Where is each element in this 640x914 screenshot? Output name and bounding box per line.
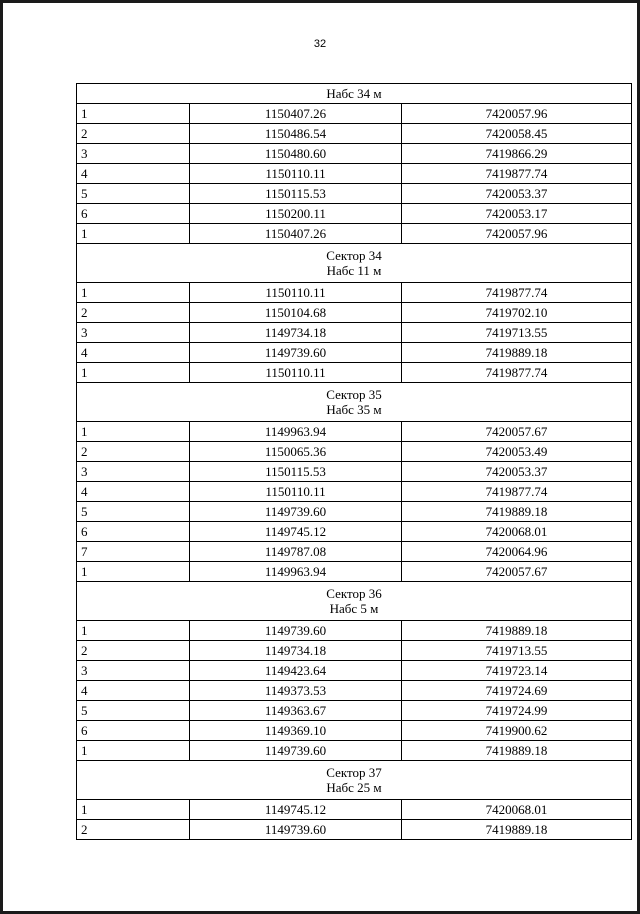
x-coordinate: 1149739.60: [190, 621, 402, 641]
y-coordinate: 7420053.17: [402, 204, 632, 224]
y-coordinate: 7419889.18: [402, 741, 632, 761]
x-coordinate: 1149739.60: [190, 343, 402, 363]
table-row: [77, 164, 632, 184]
y-coordinate: 7419702.10: [402, 303, 632, 323]
x-coordinate: 1150115.53: [190, 462, 402, 482]
point-number: 1: [77, 422, 190, 442]
table-row: [77, 323, 632, 343]
y-coordinate: 7419889.18: [402, 343, 632, 363]
point-number: 2: [77, 124, 190, 144]
y-coordinate: 7420057.67: [402, 562, 632, 582]
page-number: 32: [313, 38, 327, 50]
section-header-row: [77, 761, 632, 800]
x-coordinate: 1149787.08: [190, 542, 402, 562]
y-coordinate: 7420057.96: [402, 224, 632, 244]
table-row: [77, 283, 632, 303]
point-number: 5: [77, 184, 190, 204]
x-coordinate: 1149745.12: [190, 800, 402, 820]
table-row: [77, 542, 632, 562]
x-coordinate: 1149373.53: [190, 681, 402, 701]
table-row: [77, 204, 632, 224]
section-header-row: [77, 383, 632, 422]
table-row: [77, 184, 632, 204]
table-row: [77, 124, 632, 144]
x-coordinate: 1150486.54: [190, 124, 402, 144]
table-row: [77, 562, 632, 582]
x-coordinate: 1150407.26: [190, 104, 402, 124]
table-row: [77, 721, 632, 741]
point-number: 4: [77, 343, 190, 363]
y-coordinate: 7419877.74: [402, 283, 632, 303]
x-coordinate: 1150200.11: [190, 204, 402, 224]
point-number: 3: [77, 144, 190, 164]
y-coordinate: 7419877.74: [402, 363, 632, 383]
point-number: 2: [77, 820, 190, 840]
point-number: 3: [77, 462, 190, 482]
point-number: 1: [77, 562, 190, 582]
x-coordinate: 1150407.26: [190, 224, 402, 244]
point-number: 3: [77, 661, 190, 681]
x-coordinate: 1150065.36: [190, 442, 402, 462]
point-number: 6: [77, 522, 190, 542]
table-row: [77, 701, 632, 721]
point-number: 6: [77, 721, 190, 741]
x-coordinate: 1149745.12: [190, 522, 402, 542]
table-row: [77, 800, 632, 820]
y-coordinate: 7419889.18: [402, 502, 632, 522]
section-title-line: Сектор 34: [326, 248, 382, 263]
y-coordinate: 7419713.55: [402, 641, 632, 661]
x-coordinate: 1149739.60: [190, 502, 402, 522]
section-header: [77, 244, 632, 283]
x-coordinate: 1150110.11: [190, 283, 402, 303]
x-coordinate: 1149734.18: [190, 641, 402, 661]
table-row: [77, 820, 632, 840]
y-coordinate: 7419723.14: [402, 661, 632, 681]
y-coordinate: 7420058.45: [402, 124, 632, 144]
point-number: 1: [77, 283, 190, 303]
y-coordinate: 7419724.99: [402, 701, 632, 721]
point-number: 6: [77, 204, 190, 224]
x-coordinate: 1149423.64: [190, 661, 402, 681]
coordinates-table-body: [77, 84, 632, 840]
section-header: [77, 761, 632, 800]
x-coordinate: 1149363.67: [190, 701, 402, 721]
x-coordinate: 1149963.94: [190, 562, 402, 582]
point-number: 2: [77, 303, 190, 323]
table-row: [77, 741, 632, 761]
point-number: 1: [77, 800, 190, 820]
x-coordinate: 1150115.53: [190, 184, 402, 204]
section-title-line: Набс 35 м: [326, 402, 382, 417]
x-coordinate: 1149739.60: [190, 741, 402, 761]
point-number: 2: [77, 641, 190, 661]
table-row: [77, 482, 632, 502]
table-row: [77, 224, 632, 244]
section-title-line: Сектор 37: [326, 765, 382, 780]
table-row: [77, 621, 632, 641]
x-coordinate: 1150110.11: [190, 482, 402, 502]
section-header: [77, 383, 632, 422]
x-coordinate: 1149734.18: [190, 323, 402, 343]
point-number: 1: [77, 224, 190, 244]
x-coordinate: 1150110.11: [190, 363, 402, 383]
section-header: [77, 84, 632, 104]
x-coordinate: 1149369.10: [190, 721, 402, 741]
y-coordinate: 7419866.29: [402, 144, 632, 164]
section-title-line: Сектор 36: [326, 586, 382, 601]
point-number: 1: [77, 621, 190, 641]
section-title-line: Сектор 35: [326, 387, 382, 402]
y-coordinate: 7420057.96: [402, 104, 632, 124]
point-number: 4: [77, 482, 190, 502]
point-number: 3: [77, 323, 190, 343]
x-coordinate: 1150110.11: [190, 164, 402, 184]
table-row: [77, 681, 632, 701]
coordinates-table: [76, 83, 632, 840]
section-header-row: [77, 244, 632, 283]
point-number: 1: [77, 104, 190, 124]
y-coordinate: 7419713.55: [402, 323, 632, 343]
section-title-line: Набс 25 м: [326, 780, 382, 795]
point-number: 4: [77, 164, 190, 184]
y-coordinate: 7420068.01: [402, 800, 632, 820]
section-header: [77, 582, 632, 621]
point-number: 2: [77, 442, 190, 462]
y-coordinate: 7419877.74: [402, 482, 632, 502]
table-row: [77, 502, 632, 522]
y-coordinate: 7419889.18: [402, 621, 632, 641]
y-coordinate: 7420068.01: [402, 522, 632, 542]
y-coordinate: 7419889.18: [402, 820, 632, 840]
y-coordinate: 7420057.67: [402, 422, 632, 442]
y-coordinate: 7419877.74: [402, 164, 632, 184]
table-row: [77, 144, 632, 164]
x-coordinate: 1149963.94: [190, 422, 402, 442]
section-title-line: Набс 5 м: [329, 601, 379, 616]
y-coordinate: 7420053.49: [402, 442, 632, 462]
section-header-row: [77, 84, 632, 104]
table-row: [77, 661, 632, 681]
table-row: [77, 422, 632, 442]
y-coordinate: 7420053.37: [402, 184, 632, 204]
table-row: [77, 363, 632, 383]
section-header-row: [77, 582, 632, 621]
section-title-line: Набс 11 м: [326, 263, 382, 278]
table-row: [77, 343, 632, 363]
point-number: 1: [77, 741, 190, 761]
x-coordinate: 1150480.60: [190, 144, 402, 164]
table-row: [77, 641, 632, 661]
table-row: [77, 522, 632, 542]
point-number: 5: [77, 502, 190, 522]
table-row: [77, 303, 632, 323]
x-coordinate: 1149739.60: [190, 820, 402, 840]
point-number: 5: [77, 701, 190, 721]
table-row: [77, 104, 632, 124]
y-coordinate: 7420064.96: [402, 542, 632, 562]
y-coordinate: 7420053.37: [402, 462, 632, 482]
point-number: 7: [77, 542, 190, 562]
point-number: 4: [77, 681, 190, 701]
point-number: 1: [77, 363, 190, 383]
table-row: [77, 442, 632, 462]
section-title-line: Набс 34 м: [326, 86, 382, 101]
x-coordinate: 1150104.68: [190, 303, 402, 323]
y-coordinate: 7419900.62: [402, 721, 632, 741]
y-coordinate: 7419724.69: [402, 681, 632, 701]
table-row: [77, 462, 632, 482]
